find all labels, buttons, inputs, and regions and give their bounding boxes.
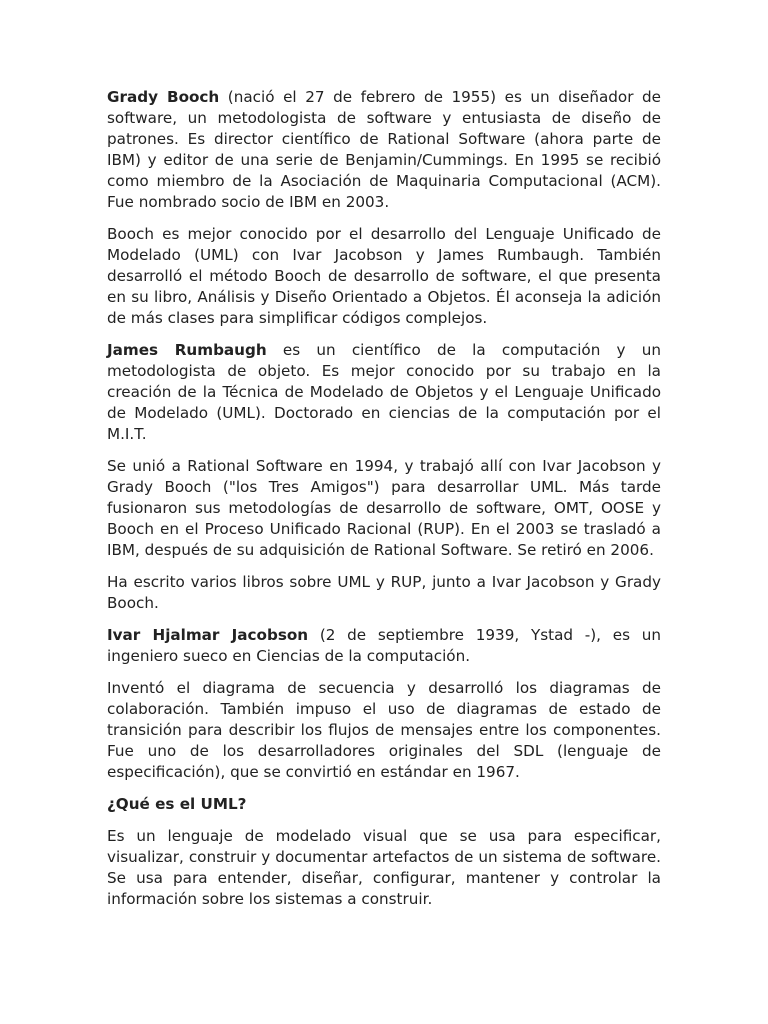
paragraph-text: Ha escrito varios libros sobre UML y RUP, junto a Ivar Jacobson y Grady Booch. <box>107 573 661 612</box>
paragraph-lead: Ivar Hjalmar Jacobson <box>107 626 309 644</box>
paragraph-text: Se unió a Rational Software en 1994, y trabajó allí con Ivar Jacobson y Grady Booch ("los Tres Amigos") para desarrollar UML. Más tarde fusionaron sus metodologías de desarrollo de software, OMT, OOSE y Booch en el Proceso Unificado Racional (RUP). En el 2003 se trasladó a IBM, después de su adquisición de Rational Software. Se retiró en 2006. <box>107 457 661 559</box>
paragraph-lead: James Rumbaugh <box>107 341 267 359</box>
paragraph-text: Booch es mejor conocido por el desarrollo del Lenguaje Unificado de Modelado (UML) con Ivar Jacobson y James Rumbaugh. También desarrolló el método Booch de desarrollo de software, el que presenta en su libro, Análisis y Diseño Orientado a Objetos. Él aconseja la adición de más clases para simplificar códigos complejos. <box>107 225 661 327</box>
document-page <box>107 87 661 921</box>
paragraph-sequence-diagram <box>107 678 661 783</box>
paragraph-books <box>107 572 661 614</box>
paragraph-grady-booch <box>107 87 661 213</box>
paragraph-text: (2 de septiembre 1939, Ystad -), es un ingeniero sueco en Ciencias de la computación. <box>107 626 661 665</box>
paragraph-text: (nació el 27 de febrero de 1955) es un diseñador de software, un metodologista de software y entusiasta de diseño de patrones. Es director científico de Rational Software (ahora parte de IBM) y editor de una serie de Benjamin/Cummings. En 1995 se recibió como miembro de la Asociación de Maquinaria Computacional (ACM). Fue nombrado socio de IBM en 2003. <box>107 88 661 211</box>
paragraph-text: es un científico de la computación y un metodologista de objeto. Es mejor conocido por su trabajo en la creación de la Técnica de Modelado de Objetos y el Lenguaje Unificado de Modelado (UML). Doctorado en ciencias de la computación por el M.I.T. <box>107 341 661 443</box>
paragraph-rational-software <box>107 456 661 561</box>
paragraph-booch-uml <box>107 224 661 329</box>
section-heading: ¿Qué es el UML? <box>107 795 247 813</box>
paragraph-text: Inventó el diagrama de secuencia y desarrolló los diagramas de colaboración. También impuso el uso de diagramas de estado de transición para describir los flujos de mensajes entre los componentes. Fue uno de los desarrolladores originales del SDL (lenguaje de especificación), que se convirtió en estándar en 1967. <box>107 679 661 781</box>
paragraph-ivar-jacobson <box>107 625 661 667</box>
paragraph-lead: Grady Booch <box>107 88 220 106</box>
paragraph-james-rumbaugh <box>107 340 661 445</box>
paragraph-uml-definition: Es un lenguaje de modelado visual que se usa para especificar, visualizar, construir y documentar artefactos de un sistema de software. Se usa para entender, diseñar, configurar, mantener y controlar la información sobre los sistemas a construir. <box>107 827 661 908</box>
